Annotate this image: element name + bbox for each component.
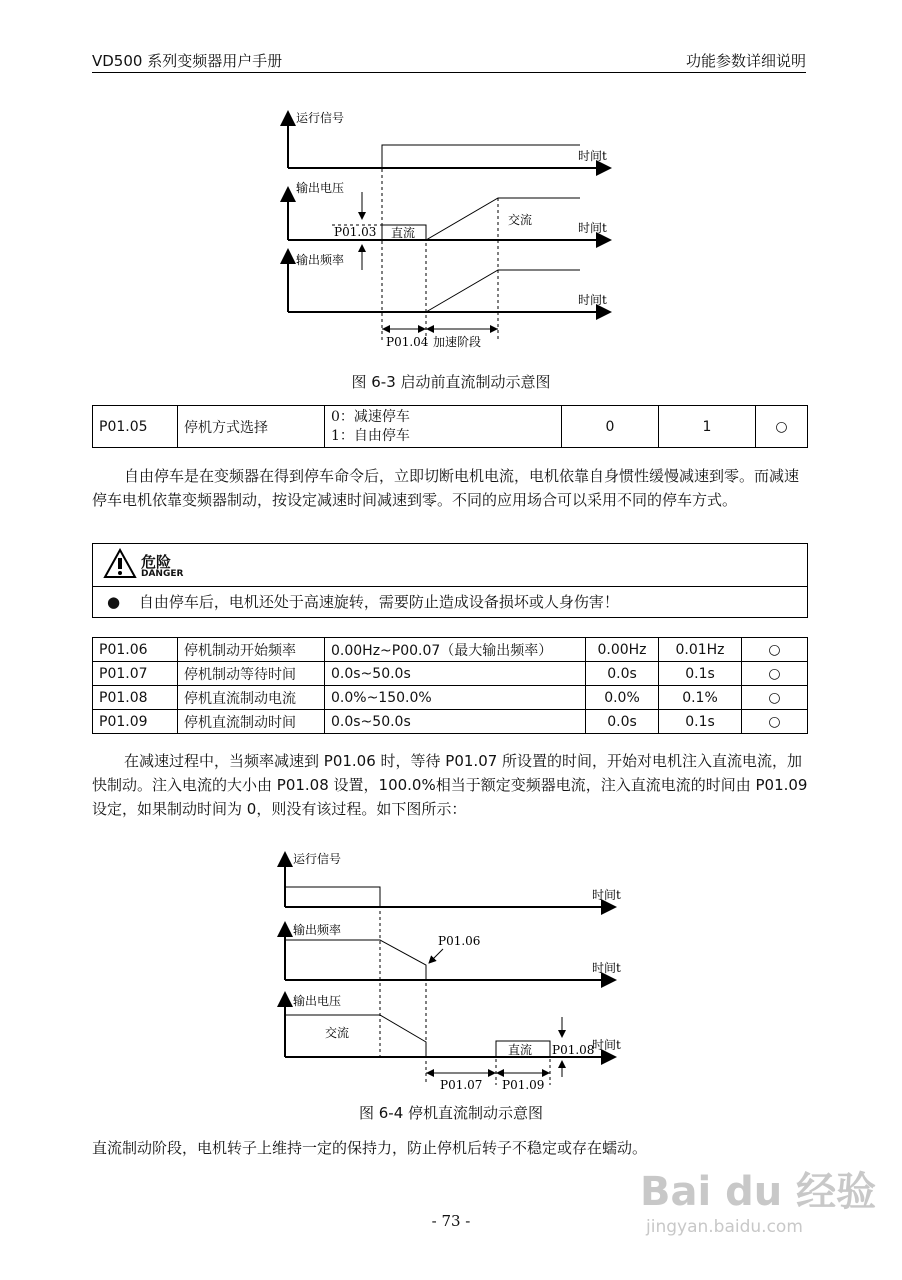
figure-6-4	[260, 845, 640, 1100]
param-code: P01.08	[93, 686, 178, 710]
figure-6-4-caption: 图 6-4 停机直流制动示意图	[358, 1104, 544, 1122]
fig63-output-voltage-label: 输出电压	[296, 181, 345, 195]
danger-title-en: DANGER	[141, 569, 184, 579]
page-number: - 73 -	[431, 1212, 471, 1230]
fig63-p0103-label: P01.03	[334, 225, 377, 239]
param-attr: ○	[742, 638, 808, 662]
param-unit: 0.1s	[659, 662, 742, 686]
header-section: 功能参数详细说明	[685, 52, 806, 70]
param-unit: 0.1s	[659, 710, 742, 734]
param-attr: ○	[742, 710, 808, 734]
param-code: P01.09	[93, 710, 178, 734]
param-unit: 0.01Hz	[659, 638, 742, 662]
table-row	[93, 638, 808, 662]
fig63-output-freq-label: 输出频率	[296, 253, 345, 267]
watermark-url: jingyan.baidu.com	[646, 1217, 803, 1237]
danger-title: 危险	[141, 553, 172, 571]
fig63-run-signal-label: 运行信号	[296, 111, 345, 125]
param-range: 0.0s~50.0s	[325, 662, 586, 686]
param-range: 0.0%~150.0%	[325, 686, 586, 710]
header-title: VD500 系列变频器用户手册	[92, 52, 283, 70]
param-name: 停机直流制动电流	[178, 686, 325, 710]
param-option-2: 1：自由停车	[331, 427, 410, 444]
param-range: 0.00Hz~P00.07（最大输出频率）	[325, 638, 586, 662]
param-unit: 0.1%	[659, 686, 742, 710]
param-name: 停机制动等待时间	[178, 662, 325, 686]
param-attr: ○	[742, 686, 808, 710]
fig64-dc-label: 直流	[508, 1043, 533, 1057]
param-table-p0105	[92, 405, 808, 448]
table-row	[93, 710, 808, 734]
bullet-icon: ●	[107, 593, 121, 611]
fig63-p0104-label: P01.04	[386, 335, 429, 349]
fig64-time-label-3: 时间t	[592, 1038, 621, 1052]
param-code: P01.06	[93, 638, 178, 662]
fig64-time-label-2: 时间t	[592, 961, 621, 975]
fig63-dc-label: 直流	[391, 226, 416, 240]
paragraph-holding-force: 直流制动阶段，电机转子上维持一定的保持力，防止停机后转子不稳定或存在蠕动。	[92, 1139, 648, 1157]
fig64-p0107-label: P01.07	[440, 1078, 483, 1092]
danger-notice	[92, 543, 808, 618]
param-name: 停机直流制动时间	[178, 710, 325, 734]
warning-triangle-icon	[103, 548, 137, 580]
param-option-1: 0：减速停车	[331, 408, 410, 425]
param-default: 0	[562, 406, 659, 448]
param-table-brake	[92, 637, 808, 734]
danger-header	[93, 544, 807, 587]
fig64-p0108-label: P01.08	[552, 1043, 595, 1057]
param-attr: ○	[742, 662, 808, 686]
table-row	[93, 662, 808, 686]
param-default: 0.0s	[586, 662, 659, 686]
fig64-run-signal-label: 运行信号	[293, 852, 342, 866]
figure-6-3-caption: 图 6-3 启动前直流制动示意图	[351, 373, 551, 391]
watermark-brand: Bai du 经验	[640, 1169, 877, 1215]
fig63-time-label-3: 时间t	[578, 293, 607, 307]
paragraph-free-stop: 自由停车是在变频器在得到停车命令后，立即切断电机电流，电机依靠自身惯性缓慢减速到零。而减速停车电机依靠变频器制动，按设定减速时间减速到零。不同的应用场合可以采用不同的停车方式。	[92, 467, 800, 509]
fig63-time-label-2: 时间t	[578, 221, 607, 235]
param-range	[325, 406, 562, 448]
param-range: 0.0s~50.0s	[325, 710, 586, 734]
baidu-watermark	[640, 1160, 876, 1237]
fig63-ac-label: 交流	[508, 213, 533, 227]
table-row	[93, 686, 808, 710]
param-unit: 1	[659, 406, 756, 448]
fig64-output-voltage-label: 输出电压	[293, 994, 342, 1008]
fig64-output-freq-label: 输出频率	[293, 923, 342, 937]
danger-text: 自由停车后，电机还处于高速旋转，需要防止造成设备损坏或人身伤害！	[138, 593, 619, 611]
param-default: 0.0%	[586, 686, 659, 710]
fig63-accel-label: 加速阶段	[433, 335, 482, 349]
table-row	[93, 406, 808, 448]
fig63-time-label-1: 时间t	[578, 149, 607, 163]
fig64-p0106-label: P01.06	[438, 934, 481, 948]
paragraph-dc-brake: 在减速过程中，当频率减速到 P01.06 时，等待 P01.07 所设置的时间，开始对电机注入直流电流，加快制动。注入电流的大小由 P01.08 设置，100.0%相当于额定变频器电流，注入直流电流的时间由 P01.09 设定，如果制动时间为 0，则没有该过程。如下图所示：	[92, 752, 808, 818]
fig64-time-label-1: 时间t	[592, 888, 621, 902]
fig64-p0109-label: P01.09	[502, 1078, 545, 1092]
param-name: 停机方式选择	[178, 406, 325, 448]
fig64-ac-label: 交流	[325, 1026, 350, 1040]
param-name: 停机制动开始频率	[178, 638, 325, 662]
figure-6-3	[260, 100, 640, 365]
header-divider	[92, 72, 806, 73]
danger-body	[93, 587, 807, 617]
param-attr: ○	[756, 406, 808, 448]
param-code: P01.05	[93, 406, 178, 448]
param-default: 0.0s	[586, 710, 659, 734]
param-code: P01.07	[93, 662, 178, 686]
param-default: 0.00Hz	[586, 638, 659, 662]
